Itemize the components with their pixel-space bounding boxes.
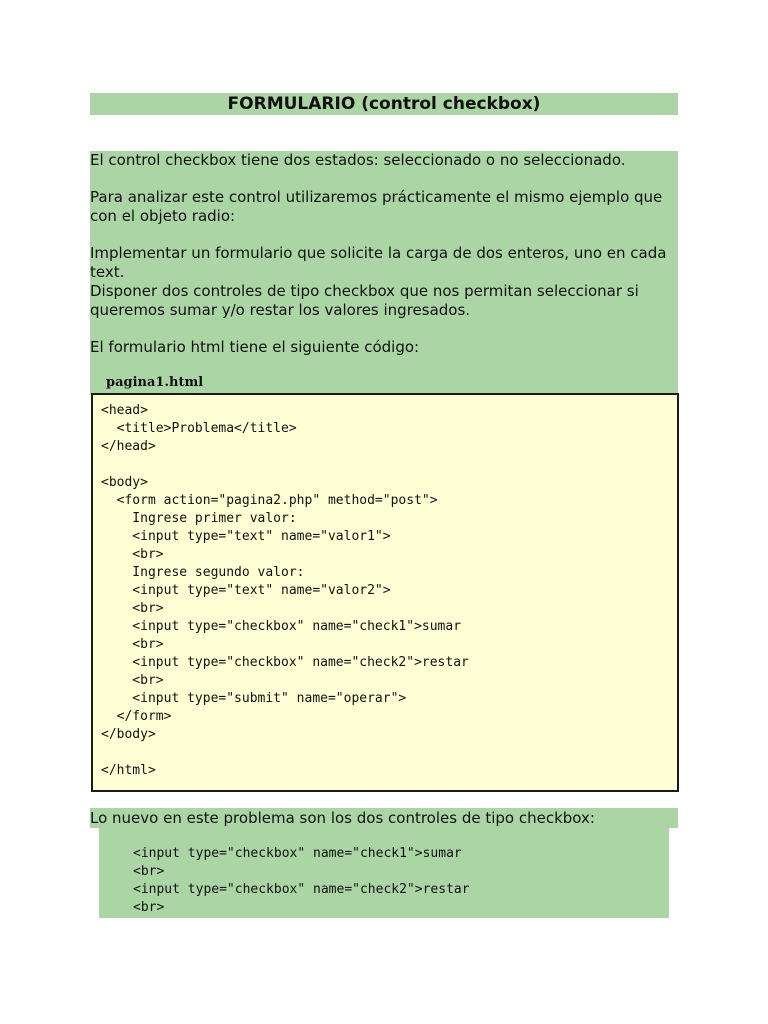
intro-paragraph-4: El formulario html tiene el siguiente código: — [90, 338, 420, 356]
code-line: <input type="text" name="valor1"> — [101, 529, 391, 544]
file-name-label: pagina1.html — [106, 375, 204, 390]
code-line: <br> — [101, 637, 164, 652]
code-line: </body> — [101, 727, 156, 742]
code-line: <input type="submit" name="operar"> — [101, 691, 407, 706]
snippet-line: <input type="checkbox" name="check2">restar — [133, 882, 470, 897]
intro-section — [90, 151, 678, 395]
code-line: <title>Problema</title> — [101, 421, 297, 436]
code-line: </html> — [101, 763, 156, 778]
code-line: <form action="pagina2.php" method="post"> — [101, 493, 438, 508]
page-title: FORMULARIO (control checkbox) — [90, 93, 678, 115]
snippet-line: <br> — [133, 864, 165, 879]
snippet-line: <input type="checkbox" name="check1">sumar — [133, 846, 462, 861]
code-line: <input type="checkbox" name="check1">sumar — [101, 619, 462, 634]
snippet-line: <br> — [133, 900, 165, 915]
code-line: Ingrese segundo valor: — [101, 565, 305, 580]
intro-paragraph-2: Para analizar este control utilizaremos prácticamente el mismo ejemplo que con el objeto radio: — [90, 188, 663, 225]
code-line: <input type="checkbox" name="check2">restar — [101, 655, 469, 670]
outro-text: Lo nuevo en este problema son los dos controles de tipo checkbox: — [90, 808, 678, 828]
code-line: <body> — [101, 475, 148, 490]
code-line: </head> — [101, 439, 156, 454]
code-line: </form> — [101, 709, 172, 724]
code-line: <head> — [101, 403, 148, 418]
code-line: <br> — [101, 601, 164, 616]
code-line: Ingrese primer valor: — [101, 511, 297, 526]
code-line: <input type="text" name="valor2"> — [101, 583, 391, 598]
code-listing — [91, 393, 679, 792]
code-line: <br> — [101, 673, 164, 688]
code-line: <br> — [101, 547, 164, 562]
intro-paragraph-1: El control checkbox tiene dos estados: seleccionado o no seleccionado. — [90, 151, 626, 169]
intro-paragraph-3: Implementar un formulario que solicite la carga de dos enteros, uno en cada text. Disponer dos controles de tipo checkbox que nos permitan seleccionar si queremos sumar y/o restar los valores ingresados. — [90, 244, 667, 319]
code-snippet — [99, 828, 669, 918]
